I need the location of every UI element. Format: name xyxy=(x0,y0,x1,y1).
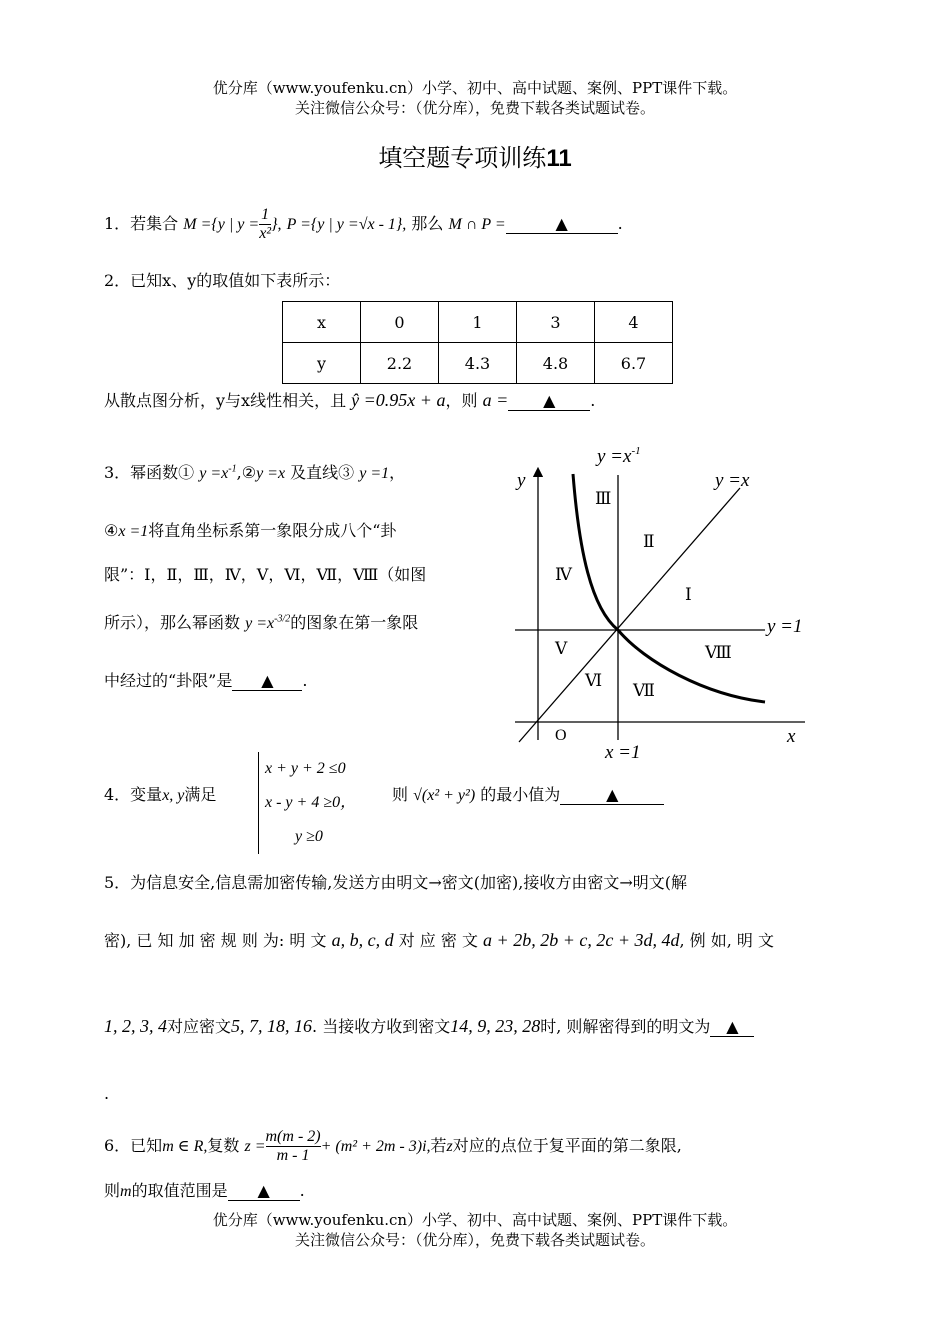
region-6: Ⅵ xyxy=(585,671,603,691)
q3-f5: y =x xyxy=(245,615,275,632)
question-5-line-2 xyxy=(104,928,774,951)
q1-end: . xyxy=(617,214,623,233)
xy-table xyxy=(282,301,673,384)
q3-f1: y =x xyxy=(199,465,229,482)
q4-vars: x, y xyxy=(162,787,185,804)
q5-l2-a: 密), 已 知 加 密 规 则 为: 明 文 xyxy=(104,931,327,950)
line-y-eq-x xyxy=(519,488,740,742)
question-5-line-1: 5．为信息安全,信息需加密传输,发送方由明文→密文(加密),接收方由密文→明文(解 xyxy=(104,873,687,892)
question-3-line-1 xyxy=(104,460,405,483)
label-x-eq-1: x =1 xyxy=(605,742,641,763)
q3-f4: x =1 xyxy=(118,523,149,540)
region-1: Ⅰ xyxy=(685,585,692,605)
q6-l2-a: 则 xyxy=(104,1181,121,1200)
q4-constraint-system xyxy=(258,752,356,854)
label-origin: O xyxy=(555,727,567,744)
page-title xyxy=(0,138,950,173)
answer-mark: ▲ xyxy=(726,1017,739,1036)
q6-fraction xyxy=(266,1128,321,1165)
q3-l1-a: 3．幂函数① xyxy=(104,463,195,482)
q1-frac-num: 1 xyxy=(261,206,270,223)
question-5-line-4: . xyxy=(104,1084,110,1103)
answer-mark: ▲ xyxy=(555,214,568,233)
q1-answer-blank[interactable] xyxy=(506,214,618,234)
q5-l2-b: 对 应 密 文 xyxy=(398,931,478,950)
q3-answer-blank[interactable] xyxy=(232,671,302,691)
region-2: Ⅱ xyxy=(643,532,655,552)
table-cell: 4.3 xyxy=(439,343,517,384)
question-6-line-1 xyxy=(104,1128,682,1165)
q5-l2-c: , 例 如, 明 文 xyxy=(679,931,774,950)
question-2: 2．已知x、y的取值如下表所示： xyxy=(104,271,341,290)
q3-l5: 中经过的“卦限”是 xyxy=(104,671,233,690)
q1-fraction xyxy=(259,206,271,243)
q4-answer-blank[interactable] xyxy=(560,785,664,805)
footer-line-2: 关注微信公众号：（优分库），免费下载各类试题试卷。 xyxy=(294,1231,655,1249)
q2-answer-blank[interactable] xyxy=(508,391,590,411)
q6-m-real: m ∈ R, xyxy=(162,1138,208,1155)
region-4: Ⅳ xyxy=(555,565,572,585)
q5-l3-a: 对应密文 xyxy=(167,1017,232,1036)
q1-expr: M ∩ P = xyxy=(448,216,506,233)
table-cell: 4.8 xyxy=(517,343,595,384)
question-4-tail xyxy=(392,782,664,805)
q2-line2-b: ，则 xyxy=(445,391,478,410)
answer-mark: ▲ xyxy=(261,671,274,690)
question-3-line-4 xyxy=(104,610,418,633)
question-3-line-2 xyxy=(104,518,396,541)
footer-line-1: 优分库（www.youfenku.cn）小学、初中、高中试题、案例、PPT课件下载。 xyxy=(212,1211,738,1229)
region-8: Ⅷ xyxy=(705,643,732,663)
header-line-2: 关注微信公众号：（优分库），免费下载各类试题试卷。 xyxy=(294,99,655,117)
q3-l2-a: ④ xyxy=(104,521,119,540)
q1-set-m: M ={y | y = xyxy=(183,216,260,233)
q1-set-m-end: }, xyxy=(271,216,282,233)
question-3-line-5 xyxy=(104,668,307,691)
q6-z: z xyxy=(446,1138,453,1155)
q6-prefix: 6．已知 xyxy=(104,1136,163,1155)
header-line-1: 优分库（www.youfenku.cn）小学、初中、高中试题、案例、PPT课件下载。 xyxy=(212,79,738,97)
q5-plaintext-rule: a, b, c, d xyxy=(331,930,394,950)
question-1 xyxy=(104,206,623,243)
octant-figure xyxy=(505,440,825,770)
q3-f5-exp: -3/2 xyxy=(274,613,291,625)
q6-l2-m: m xyxy=(120,1183,132,1200)
label-x-axis: x xyxy=(787,726,796,747)
table-cell: 4 xyxy=(595,302,673,343)
table-cell: x xyxy=(283,302,361,343)
q1-set-p: P ={y | y =√x - 1}, xyxy=(286,216,407,233)
q5-example-cipher: 5, 7, 18, 16 xyxy=(231,1016,313,1036)
q3-l1-d: ， xyxy=(389,463,406,482)
q4-prefix-text: 4．变量 xyxy=(104,785,163,804)
q2-regression: ŷ =0.95x + a xyxy=(351,390,446,410)
q5-answer-blank[interactable] xyxy=(710,1017,754,1037)
table-cell: 0 xyxy=(361,302,439,343)
label-y-eq-1: y =1 xyxy=(767,616,803,637)
question-5-line-3 xyxy=(104,1014,754,1037)
q3-f2: y =x xyxy=(256,465,286,482)
table-cell: y xyxy=(283,343,361,384)
q4-expr: √(x² + y²) xyxy=(413,787,476,804)
question-6-line-2 xyxy=(104,1178,305,1201)
region-5: Ⅴ xyxy=(555,639,568,659)
q5-l3-b: . 当接收方收到密文 xyxy=(312,1017,451,1036)
region-7: Ⅶ xyxy=(633,681,655,701)
q1-frac-den: x² xyxy=(259,225,272,242)
q6-l2-b: 的取值范围是 xyxy=(131,1181,228,1200)
q6-imag-part: + (m² + 2m - 3)i, xyxy=(320,1138,431,1155)
q1-prefix: 1．若集合 xyxy=(104,214,179,233)
q2-line2-var: a = xyxy=(482,390,509,410)
q3-f3: y =1 xyxy=(359,465,390,482)
q3-l2-b: 将直角坐标系第一象限分成八个“卦 xyxy=(148,521,397,540)
q3-l4-b: 的图象在第一象限 xyxy=(290,613,419,632)
q2-line2-a: 从散点图分析，y与x线性相关，且 xyxy=(104,391,347,410)
q3-end: . xyxy=(302,671,308,690)
q6-answer-blank[interactable] xyxy=(228,1181,300,1201)
q3-f1-exp: -1 xyxy=(228,463,237,475)
title-text: 填空题专项训练 xyxy=(378,144,547,172)
table-cell: 1 xyxy=(439,302,517,343)
title-number: 11 xyxy=(546,145,572,172)
label-y-axis: y xyxy=(517,470,526,491)
q5-l3-c: 时, 则解密得到的明文为 xyxy=(540,1017,711,1036)
q2-end: . xyxy=(590,391,596,410)
question-3-line-3: 限”：Ⅰ，Ⅱ，Ⅲ，Ⅳ，Ⅴ，Ⅵ，Ⅶ，Ⅷ（如图 xyxy=(104,565,427,584)
q6-frac-den: m - 1 xyxy=(276,1147,310,1164)
table-row-y xyxy=(283,343,673,384)
q5-example-plain: 1, 2, 3, 4 xyxy=(104,1016,167,1036)
q1-tail: 那么 xyxy=(411,214,444,233)
q4-tail: 的最小值为 xyxy=(480,785,561,804)
q6-a: 复数 xyxy=(207,1136,240,1155)
table-cell: 6.7 xyxy=(595,343,673,384)
q3-l1-c: 及直线③ xyxy=(290,463,355,482)
answer-mark: ▲ xyxy=(543,391,556,410)
q4-constraint-1: x + y + 2 ≤0 xyxy=(265,760,346,777)
q3-l4-a: 所示），那么幂函数 xyxy=(104,613,241,632)
q4-cond: 满足 xyxy=(184,785,217,804)
q4-constraint-2: x - y + 4 ≥0， xyxy=(265,794,357,811)
label-curve: $y =x^{-1}$ xyxy=(597,445,641,467)
answer-mark: ▲ xyxy=(606,785,619,804)
q6-z-eq: z = xyxy=(244,1138,266,1155)
q5-received-cipher: 14, 9, 23, 28 xyxy=(450,1016,541,1036)
table-row-x xyxy=(283,302,673,343)
answer-mark: ▲ xyxy=(257,1181,270,1200)
label-line-y-eq-x: y =x xyxy=(715,470,750,491)
q3-l1-b: ,② xyxy=(236,463,257,482)
q6-b: 若 xyxy=(430,1136,447,1155)
table-cell: 3 xyxy=(517,302,595,343)
q6-c: 对应的点位于复平面的第二象限, xyxy=(452,1136,682,1155)
q6-frac-num: m(m - 2) xyxy=(265,1128,321,1145)
question-4-prefix xyxy=(104,782,216,805)
q4-constraint-3: y ≥0 xyxy=(295,828,323,845)
question-2-line-2 xyxy=(104,388,595,411)
q5-ciphertext-rule: a + 2b, 2b + c, 2c + 3d, 4d xyxy=(483,930,680,950)
table-cell: 2.2 xyxy=(361,343,439,384)
region-3: Ⅲ xyxy=(595,489,612,509)
q6-end: . xyxy=(299,1181,305,1200)
q4-then: 则 xyxy=(392,785,409,804)
